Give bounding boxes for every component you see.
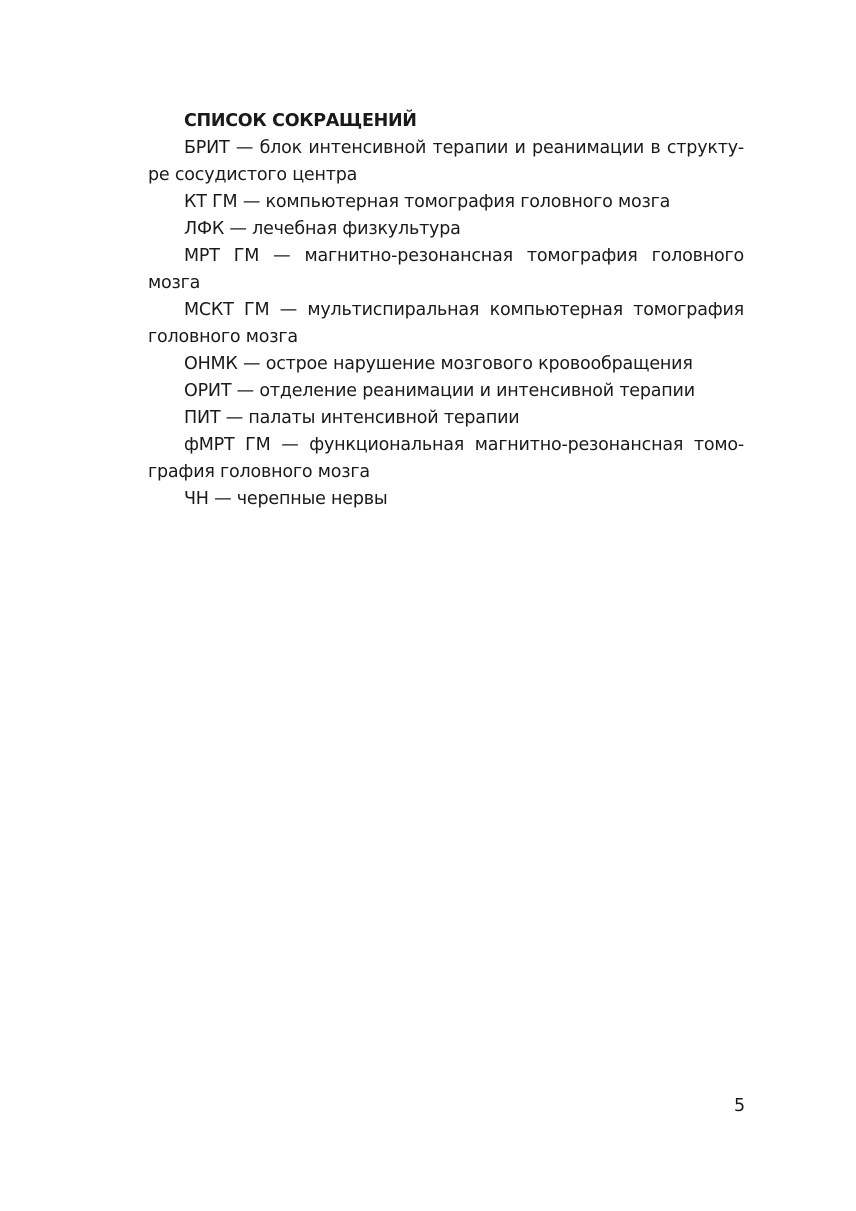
definition: черепные нервы [236,489,388,509]
definition: лечебная физкультура [252,219,461,239]
abbreviation: ОНМК [184,354,238,374]
separator: — [237,192,266,212]
page-number: 5 [734,1096,746,1116]
separator: — [224,219,253,239]
list-item [148,297,744,351]
definition: острое нарушение мозгового кровообращения [265,354,693,374]
separator: — [231,381,260,401]
abbreviation: ЛФК [184,219,225,239]
list-item [148,135,744,189]
list-item [148,378,744,405]
separator: — [237,354,266,374]
definition: компьютерная томография головного мозга [265,192,671,212]
abbreviation: ЧН [184,489,209,509]
abbreviation: ОРИТ [184,381,232,401]
definition: отделение реанимации и интенсивной терапии [259,381,695,401]
abbreviation: МРТ ГМ [184,246,260,266]
definition: мультиспиральная компьютерная томография головного мозга [148,300,744,347]
definition: блок интенсивной терапии и реанимации в структу-ре сосудистого центра [148,138,744,185]
abbreviations-page [148,108,744,513]
abbreviation: МСКТ ГМ [184,300,270,320]
separator: — [220,408,249,428]
separator: — [270,435,310,455]
definition: палаты интенсивной терапии [248,408,520,428]
list-item [148,432,744,486]
definition: магнитно-резонансная томография головного мозга [148,246,745,293]
abbreviation: ПИТ [184,408,221,428]
list-item [148,486,744,513]
list-item [148,243,744,297]
separator: — [259,246,305,266]
abbreviation: БРИТ [184,138,230,158]
abbreviation: фМРТ ГМ [184,435,271,455]
list-item [148,351,744,378]
separator: — [208,489,237,509]
separator: — [229,138,260,158]
list-item [148,189,744,216]
page-title: СПИСОК СОКРАЩЕНИЙ [184,111,417,131]
separator: — [269,300,308,320]
list-item [148,216,744,243]
abbreviation: КТ ГМ [184,192,238,212]
definition: функциональная магнитно-резонансная томо-графия головного мозга [148,435,744,482]
list-item [148,405,744,432]
